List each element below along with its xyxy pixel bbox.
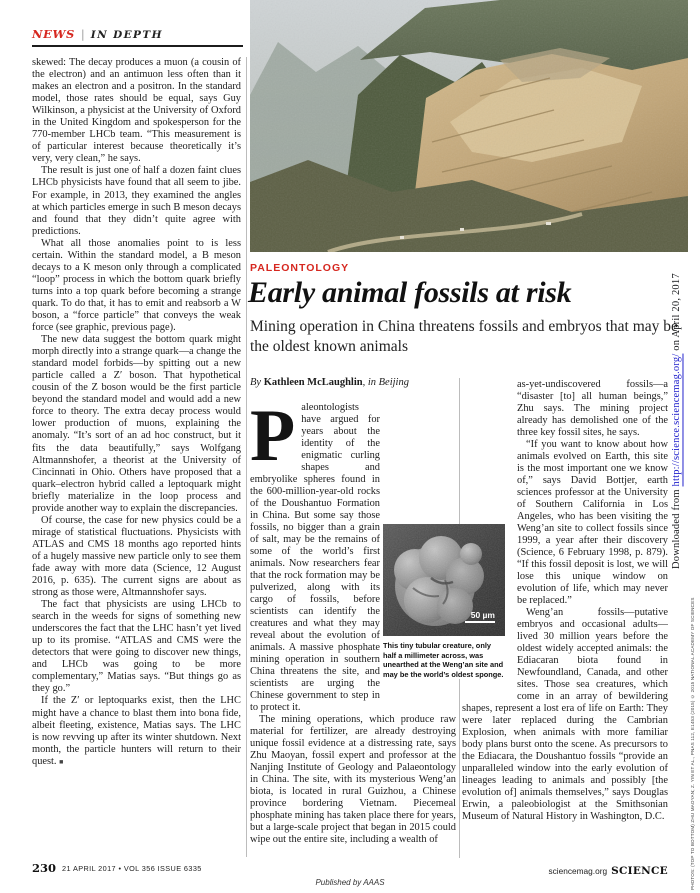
header-rule [32,45,243,47]
end-of-article-marker: ■ [59,757,64,766]
science-brand: SCIENCE [611,865,668,877]
body-paragraph: The mining operations, which produce raw material for fertilizer, are already destroying unique fossil evidence at a distressing rate, says Zhu Maoyan, fossil expert and professor at the Nanjing Institute of Geology and Palaeontology in China. The site, with its mysterious Weng’an biota, is located in rural Guizhou, a Chinese province bordering Vietnam. Piecemeal phosphate mining has taken place there for years, but a large-scale project that began in 2015 could wipe out the entire site, including a wealth of [250,714,456,845]
footer-right [549,861,669,879]
body-paragraph: as-yet-undiscovered fossils—a “disaster [to] all human beings,” Zhu says. The mining project already has demolished one of the three key fossil sites, he says. [517,379,668,438]
watermark-suffix: on April 20, 2017 [671,273,682,354]
physics-article-column [32,57,241,863]
body-paragraph [32,695,241,767]
article-section-label: PALEONTOLOGY [250,262,350,274]
body-paragraph: “If you want to know about how animals evolved on Earth, this site is the most important one we know of,” says David Bottjer, earth sciences professor at the University of Southern California in Los Angeles, who has been visiting the Weng’an site to collect fossils since 1999, a year after their discovery (Science, 6 February 1998, p. 879). “If this fossil deposit is lost, we will lose this unique window on evolution of life, which may never be replaced.” [517,439,668,606]
kicker-section-label: IN DEPTH [90,29,163,41]
page-number: 230 [32,861,57,875]
article-byline [250,377,409,388]
watermark-prefix: Downloaded from [671,486,682,569]
paragraph-text: aleontologists have argued for years about the identity of the enigmatic curling shapes and embryolike spheres found in the 600-million-year-old rocks of the Doushantuo Formation in China. But some say those fossils, no bigger than a grain of salt, may be the remains of some of the world’s first animals. Now researchers fear that the rock formation may be pulverized, along with its cargo of fossils, before scientists can identify the creatures and what they may reveal about the evolution of animals. A massive phosphate mining operation in southern China threatens the site, and scientists are urging the Chinese government to step in to protect it. [250,402,380,713]
fossil-figure [381,524,507,679]
kicker-separator: | [80,27,85,41]
article-dek: Mining operation in China threatens fossils and embryos that may be the oldest known animals [250,318,678,355]
column-divider [246,57,247,857]
body-paragraph: The new data suggest the bottom quark might morph directly into a strange quark—a change the standard model forbids—by spitting out a new particle called a Z′ boson. That hypothetical cousin of the Z boson would be the first particle beyond the standard model and would add a new force to theory. The extra decay process would lower production of muons, explaining the anomaly. “It’s sort of an ad hoc construct, but it fits the data beautifully,” says Wolfgang Altmannshofer, a theorist at the University of Cincinnati in Ohio. Others have proposed that a quark–electron hybrid called a leptoquark might briefly materialize in the loop process and provide another way to explain the discrepancies. [32,334,241,514]
scale-bar [465,621,495,623]
section-kicker [32,27,163,41]
mining-quarry-photo [250,0,688,252]
fossil-photo [383,524,505,636]
article-headline: Early animal fossils at risk [248,276,572,309]
download-watermark [671,246,691,596]
body-paragraph: The result is just one of half a dozen faint clues LHCb physicists have found that all seem to jibe. For example, in 2013, they examined the angles at which particles emerge in such B meson decays and found that they didn’t quite agree with predictions. [32,165,241,237]
photo-credit: PHOTOS: (TOP TO BOTTOM) ZHU MAOYAN; Z. YIN ET AL., PNAS 112, E1453 (2015) © 2015 NATIONAL ACADEMY OF SCIENCES [690,597,695,890]
fossil-caption: This tiny tubular creature, only half a millimeter across, was unearthed at the Weng’an site and may be the world’s oldest sponge. [383,641,504,679]
scale-bar-label: 50 µm [470,610,495,620]
body-paragraph: What all those anomalies point to is less certain. Within the standard model, a B meson decays to a K meson only through a complicated “loop” process in which the bottom quark briefly turns into a top quark before becoming a strange quark. To do that, it has to emit and reabsorb a W boson, a “force particle” that conveys the weak force (see graphic, previous page). [32,237,241,334]
kicker-news-label: NEWS [32,27,75,41]
page-footer [32,861,668,875]
body-paragraph: The fact that physicists are using LHCb to search in the weeds for signs of something new underscores the fact that the LHC hasn’t yet lived up to its promise. “ATLAS and CMS were the detectors that were going to discover new things, and LHCb was going to be more complementary,” Matias says. “But things go as they go.” [32,599,241,695]
paragraph-text: If the Z′ or leptoquarks exist, then the LHC might have a chance to blast them into bona fide, albeit fleeting, existence, Matias says. The LHC is now revving up after its winter shutdown. Next month, the particle hunters will return to their quest. [32,695,241,767]
drop-cap: P [250,402,296,477]
issue-info: 21 APRIL 2017 • VOL 356 ISSUE 6335 [62,864,202,873]
watermark-url-link[interactable]: http://science.sciencemag.org/ [671,353,682,487]
published-by-line: Published by AAAS [315,878,385,887]
byline-location: , in Beijing [362,377,409,388]
body-paragraph: Weng’an fossils—putative embryos and occasional adults—lived 30 million years before the oldest widely accepted animals: the Ediacaran biota found in Newfoundland, Canada, and other sites. Those sea creatures, which come in an array of bewildering shapes, represent a lost era of life on Earth: They were later replaced during the Cambrian Explosion, when animals with more familiar body plans burst onto the scene. As precursors to the Ediacara, the Doushantuo fossils “provide an unparalleled window into the early evolution of lineages leading to animals and possibly [the evolution of] animals themselves,” says Douglas Erwin, a paleobiologist at the Smithsonian Museum of Natural History in Washington, D.C. [462,607,668,822]
byline-prefix: By [250,377,264,388]
sciencemag-url: sciencemag.org [548,866,608,876]
body-paragraph: skewed: The decay produces a muon (a cousin of the electron) and an antimuon less often than it makes an electron and a positron. In the standard model, those rates should be equal, says Guy Wilkinson, a physicist at the University of Oxford in the United Kingdom and spokesperson for the 770-member LHCb team. “This measurement is of particular interest because theoretically it’s very, very clean,” he says. [32,57,241,165]
byline-author: Kathleen McLaughlin [263,377,363,388]
body-paragraph: Of course, the case for new physics could be a mirage of statistical fluctuations. Physicists with ATLAS and CMS 18 months ago reported hints of a hugely massive new particle only to see them fade away with more data (Science, 12 August 2016, p. 635). The current signs are about as strong as those were, Altmannshofer says. [32,514,241,599]
